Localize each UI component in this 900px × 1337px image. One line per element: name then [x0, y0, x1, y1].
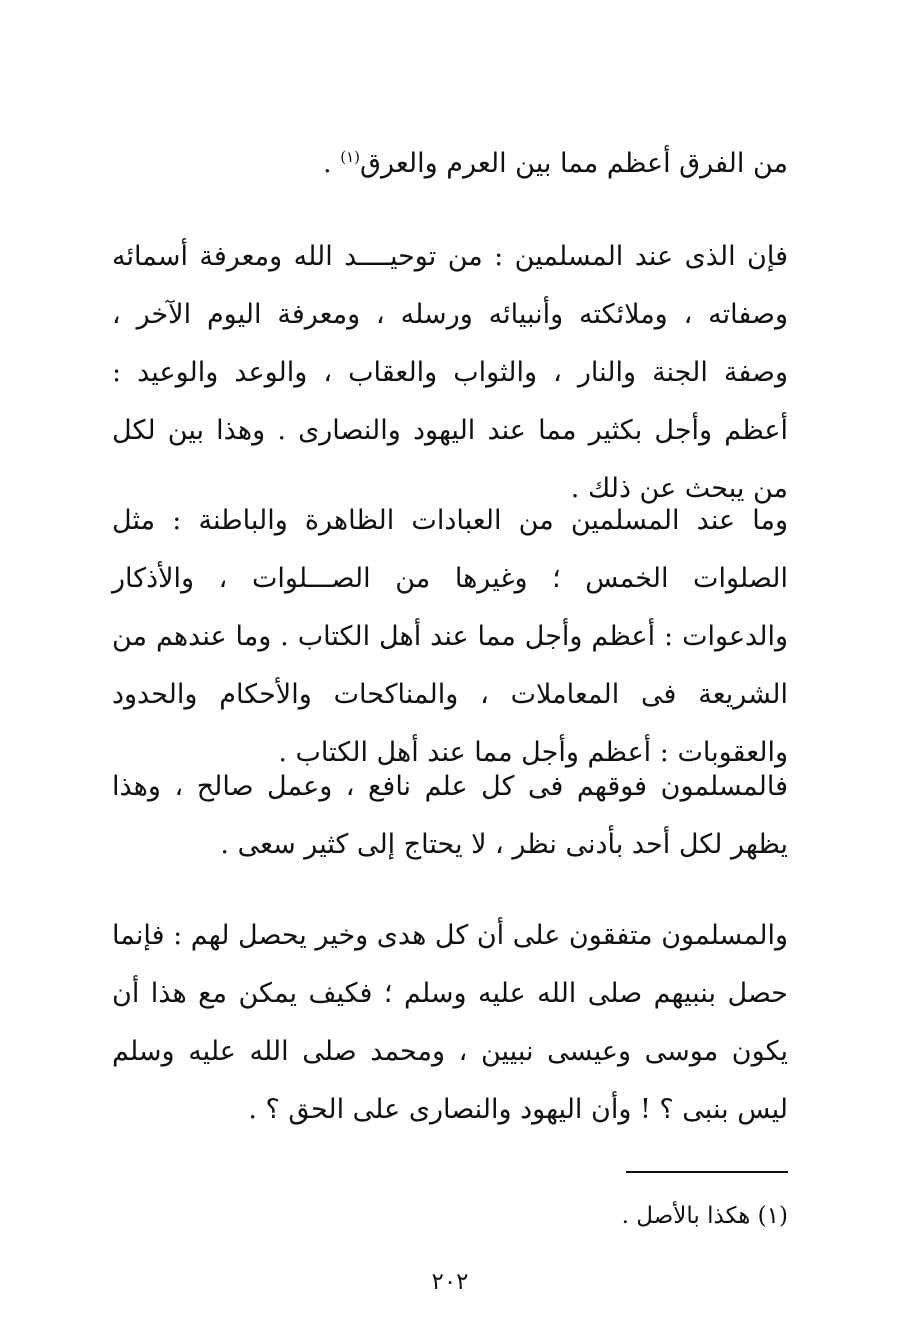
footnote-separator: [626, 1171, 788, 1173]
page-number: ٢٠٢: [431, 1269, 469, 1295]
paragraph-worship: [112, 492, 788, 782]
paragraph-beliefs: [112, 228, 788, 518]
paragraph-continuation: [112, 135, 788, 193]
paragraph-1-text: من الفرق أعظم مما بين العرم والعرق: [360, 148, 788, 179]
paragraph-prophethood: [112, 907, 788, 1139]
footnote: (١) هكذا بالأصل .: [621, 1203, 788, 1229]
paragraph-superiority: [112, 758, 788, 874]
paragraph-1-tail: .: [323, 148, 341, 179]
paragraph-5-text: والمسلمون متفقون على أن كل هدى وخير يحصل لهم : فإنما حصل بنبيهم صلى الله عليه وسلم ؛ فكيف يمكن مع هذا أن يكون موسى وعيسى نبيين ، ومحمد صلى الله عليه وسلم ليس بنبى ؟ ! وأن اليهود والنصارى على الحق ؟ .: [112, 920, 788, 1125]
paragraph-2-text: فإن الذى عند المسلمين : من توحيــــد الله ومعرفة أسمائه وصفاته ، وملائكته وأنبيائه ورسله ، ومعرفة اليوم الآخر ، وصفة الجنة والنار ، والثواب والعقاب ، والوعد والوعيد : أعظم وأجل بكثير مما عند اليهود والنصارى . وهذا بين لكل من يبحث عن ذلك .: [112, 241, 788, 504]
paragraph-4-text: فالمسلمون فوقهم فى كل علم نافع ، وعمل صالح ، وهذا يظهر لكل أحد بأدنى نظر ، لا يحتاج إلى كثير سعى .: [112, 771, 788, 860]
paragraph-3-text: وما عند المسلمين من العبادات الظاهرة والباطنة : مثل الصلوات الخمس ؛ وغيرها من الصـــلوات ، والأذكار والدعوات : أعظم وأجل مما عند أهل الكتاب . وما عندهم من الشريعة فى المعاملات ، والمناكحات والأحكام والحدود والعقوبات : أعظم وأجل مما عند أهل الكتاب .: [112, 505, 788, 768]
footnote-reference: (١): [340, 148, 360, 166]
